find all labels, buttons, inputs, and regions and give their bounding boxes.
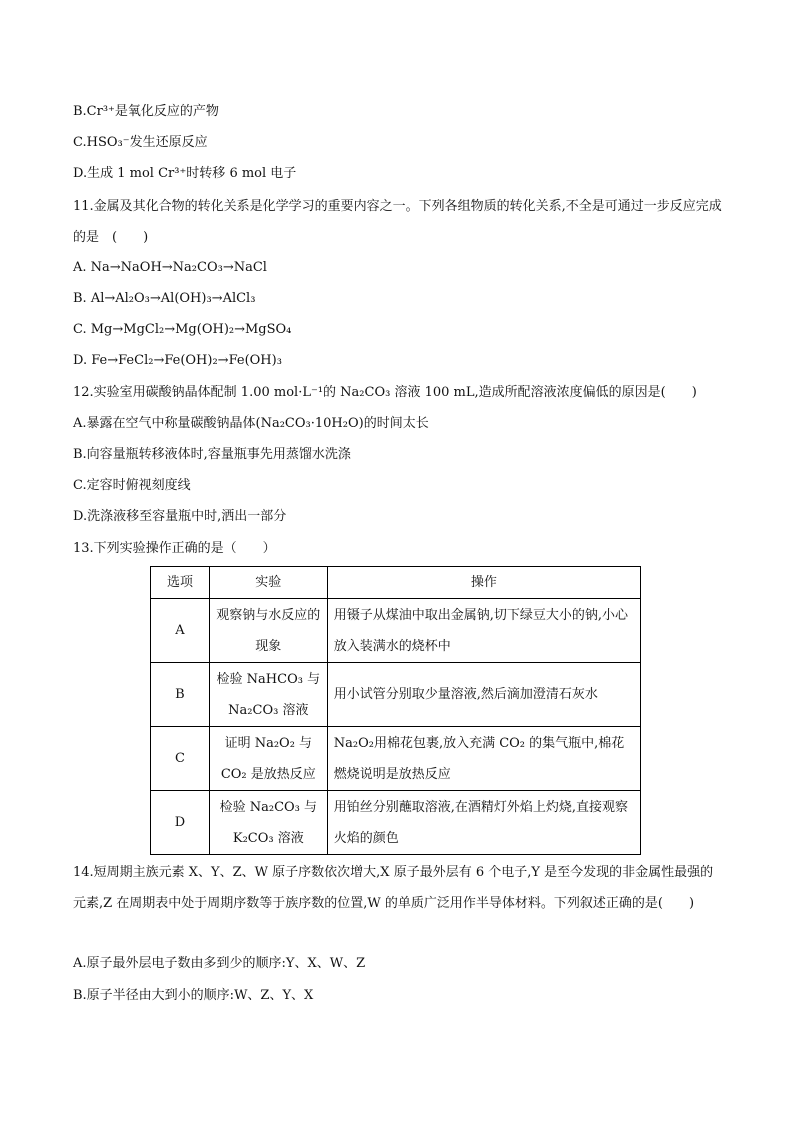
q11-stem: 11.金属及其化合物的转化关系是化学学习的重要内容之一。下列各组物质的转化关系,不全是可通过一步反应完成的是 ( )	[73, 199, 722, 245]
option-cell: A	[151, 599, 210, 663]
operation-cell: 用铂丝分别蘸取溶液,在酒精灯外焰上灼烧,直接观察火焰的颜色	[327, 791, 640, 855]
operation-cell: 用小试管分别取少量溶液,然后滴加澄清石灰水	[327, 663, 640, 727]
experiment-table	[150, 566, 641, 855]
q13-stem: 13.下列实验操作正确的是（ ）	[73, 541, 276, 556]
option-cell: B	[151, 663, 210, 727]
experiment-cell: 证明 Na₂O₂ 与 CO₂ 是放热反应	[209, 727, 327, 791]
table-row	[151, 727, 641, 791]
q10-option-d: D.生成 1 mol Cr³⁺时转移 6 mol 电子	[73, 166, 297, 181]
q10-option-b: B.Cr³⁺是氧化反应的产物	[73, 104, 219, 119]
table-header: 实验	[209, 567, 327, 599]
operation-cell: 用镊子从煤油中取出金属钠,切下绿豆大小的钠,小心放入装满水的烧杯中	[327, 599, 640, 663]
experiment-cell: 检验 Na₂CO₃ 与 K₂CO₃ 溶液	[209, 791, 327, 855]
q11-option-b: B. Al→Al₂O₃→Al(OH)₃→AlCl₃	[73, 291, 256, 306]
experiment-cell: 观察钠与水反应的现象	[209, 599, 327, 663]
q10-option-c: C.HSO₃⁻发生还原反应	[73, 135, 208, 150]
q14-stem: 14.短周期主族元素 X、Y、Z、W 原子序数依次增大,X 原子最外层有 6 个电子,Y 是至今发现的非金属性最强的元素,Z 在周期表中处于周期序数等于族序数的位置,W 的单质广泛用作半导体材料。下列叙述正确的是( )	[73, 865, 714, 911]
table-header: 操作	[327, 567, 640, 599]
q11-option-d: D. Fe→FeCl₂→Fe(OH)₂→Fe(OH)₃	[73, 353, 282, 368]
q12-option-b: B.向容量瓶转移液体时,容量瓶事先用蒸馏水洗涤	[73, 447, 351, 462]
option-cell: D	[151, 791, 210, 855]
q12-stem: 12.实验室用碳酸钠晶体配制 1.00 mol·L⁻¹的 Na₂CO₃ 溶液 100 mL,造成所配溶液浓度偏低的原因是( )	[73, 385, 697, 400]
q11-option-a: A. Na→NaOH→Na₂CO₃→NaCl	[73, 260, 267, 275]
q14-option-b: B.原子半径由大到小的顺序:W、Z、Y、X	[73, 988, 314, 1003]
table-header: 选项	[151, 567, 210, 599]
q14-option-a: A.原子最外层电子数由多到少的顺序:Y、X、W、Z	[73, 956, 366, 971]
q12-option-c: C.定容时俯视刻度线	[73, 478, 191, 493]
table-row	[151, 663, 641, 727]
option-cell: C	[151, 727, 210, 791]
q12-option-a: A.暴露在空气中称量碳酸钠晶体(Na₂CO₃·10H₂O)的时间太长	[73, 416, 429, 431]
table-header-row	[151, 567, 641, 599]
table-row	[151, 599, 641, 663]
experiment-cell: 检验 NaHCO₃ 与 Na₂CO₃ 溶液	[209, 663, 327, 727]
q12-option-d: D.洗涤液移至容量瓶中时,洒出一部分	[73, 509, 287, 524]
table-row	[151, 791, 641, 855]
q11-option-c: C. Mg→MgCl₂→Mg(OH)₂→MgSO₄	[73, 322, 292, 337]
operation-cell: Na₂O₂用棉花包裹,放入充满 CO₂ 的集气瓶中,棉花燃烧说明是放热反应	[327, 727, 640, 791]
